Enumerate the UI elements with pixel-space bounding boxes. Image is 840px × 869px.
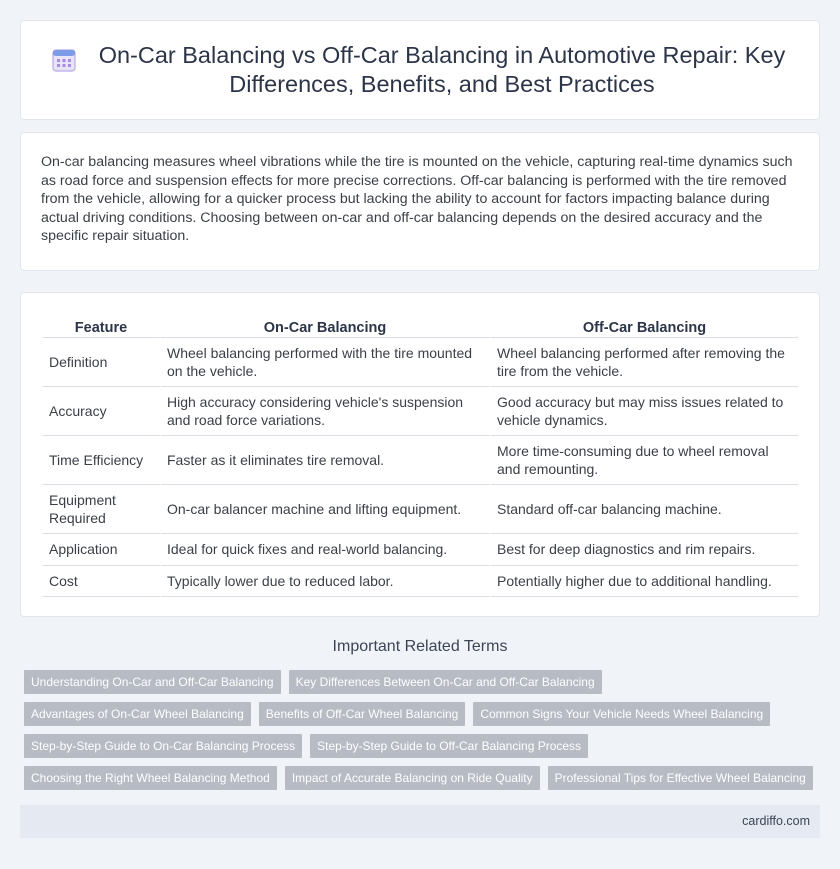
row-feature: Accuracy <box>43 387 161 436</box>
tag-row <box>24 766 824 790</box>
row-on-car: Typically lower due to reduced labor. <box>161 566 491 598</box>
row-on-car: Wheel balancing performed with the tire mounted on the vehicle. <box>161 338 491 387</box>
related-term-tag[interactable]: Step-by-Step Guide to On-Car Balancing Process <box>24 734 302 758</box>
header-on-car: On-Car Balancing <box>161 313 491 338</box>
row-on-car: Ideal for quick fixes and real-world balancing. <box>161 534 491 566</box>
tag-row <box>24 702 824 726</box>
related-term-tag[interactable]: Professional Tips for Effective Wheel Balancing <box>548 766 813 790</box>
row-feature: Equipment Required <box>43 485 161 534</box>
related-term-tag[interactable]: Choosing the Right Wheel Balancing Method <box>24 766 277 790</box>
header-feature: Feature <box>43 313 161 338</box>
row-on-car: On-car balancer machine and lifting equipment. <box>161 485 491 534</box>
intro-paragraph: On-car balancing measures wheel vibrations while the tire is mounted on the vehicle, capturing real-time dynamics such as road force and suspension effects for more precise corrections. Off-car balancing is performed with the tire removed from the vehicle, allowing for a quicker process but lacking the ability to account for factors impacting balance during actual driving conditions. Choosing between on-car and off-car balancing depends on the desired accuracy and the specific repair situation. <box>41 154 793 245</box>
row-off-car: Wheel balancing performed after removing the tire from the vehicle. <box>491 338 798 387</box>
title-card <box>20 20 820 120</box>
row-on-car: Faster as it eliminates tire removal. <box>161 436 491 485</box>
row-on-car: High accuracy considering vehicle's suspension and road force variations. <box>161 387 491 436</box>
tag-row <box>24 670 824 694</box>
header-off-car: Off-Car Balancing <box>491 313 798 338</box>
row-feature: Application <box>43 534 161 566</box>
related-term-tag[interactable]: Common Signs Your Vehicle Needs Wheel Balancing <box>473 702 770 726</box>
page-title: On-Car Balancing vs Off-Car Balancing in Automotive Repair: Key Differences, Benefits, and Best Practices <box>98 42 786 97</box>
row-feature: Cost <box>43 566 161 598</box>
footer-site-link[interactable]: cardiffo.com <box>742 814 810 828</box>
table-row <box>43 485 798 534</box>
table-row <box>43 566 798 598</box>
row-off-car: Good accuracy but may miss issues related to vehicle dynamics. <box>491 387 798 436</box>
related-term-tag[interactable]: Step-by-Step Guide to Off-Car Balancing Process <box>310 734 588 758</box>
related-term-tag[interactable]: Understanding On-Car and Off-Car Balancing <box>24 670 281 694</box>
related-term-tag[interactable]: Impact of Accurate Balancing on Ride Quality <box>285 766 540 790</box>
footer <box>20 805 820 838</box>
comparison-table <box>43 313 798 597</box>
row-off-car: Potentially higher due to additional handling. <box>491 566 798 598</box>
table-row <box>43 387 798 436</box>
table-row <box>43 436 798 485</box>
related-term-tag[interactable]: Benefits of Off-Car Wheel Balancing <box>259 702 466 726</box>
related-terms-list <box>24 670 824 798</box>
table-header-row <box>43 313 798 338</box>
row-off-car: Standard off-car balancing machine. <box>491 485 798 534</box>
table-row <box>43 534 798 566</box>
row-feature: Definition <box>43 338 161 387</box>
calendar-icon <box>51 47 77 73</box>
row-off-car: More time-consuming due to wheel removal and remounting. <box>491 436 798 485</box>
row-feature: Time Efficiency <box>43 436 161 485</box>
related-term-tag[interactable]: Key Differences Between On-Car and Off-Car Balancing <box>289 670 602 694</box>
table-row <box>43 338 798 387</box>
comparison-card <box>20 292 820 617</box>
row-off-car: Best for deep diagnostics and rim repairs. <box>491 534 798 566</box>
tag-row <box>24 734 824 758</box>
intro-card <box>20 132 820 271</box>
related-terms-title: Important Related Terms <box>332 638 508 655</box>
related-term-tag[interactable]: Advantages of On-Car Wheel Balancing <box>24 702 251 726</box>
